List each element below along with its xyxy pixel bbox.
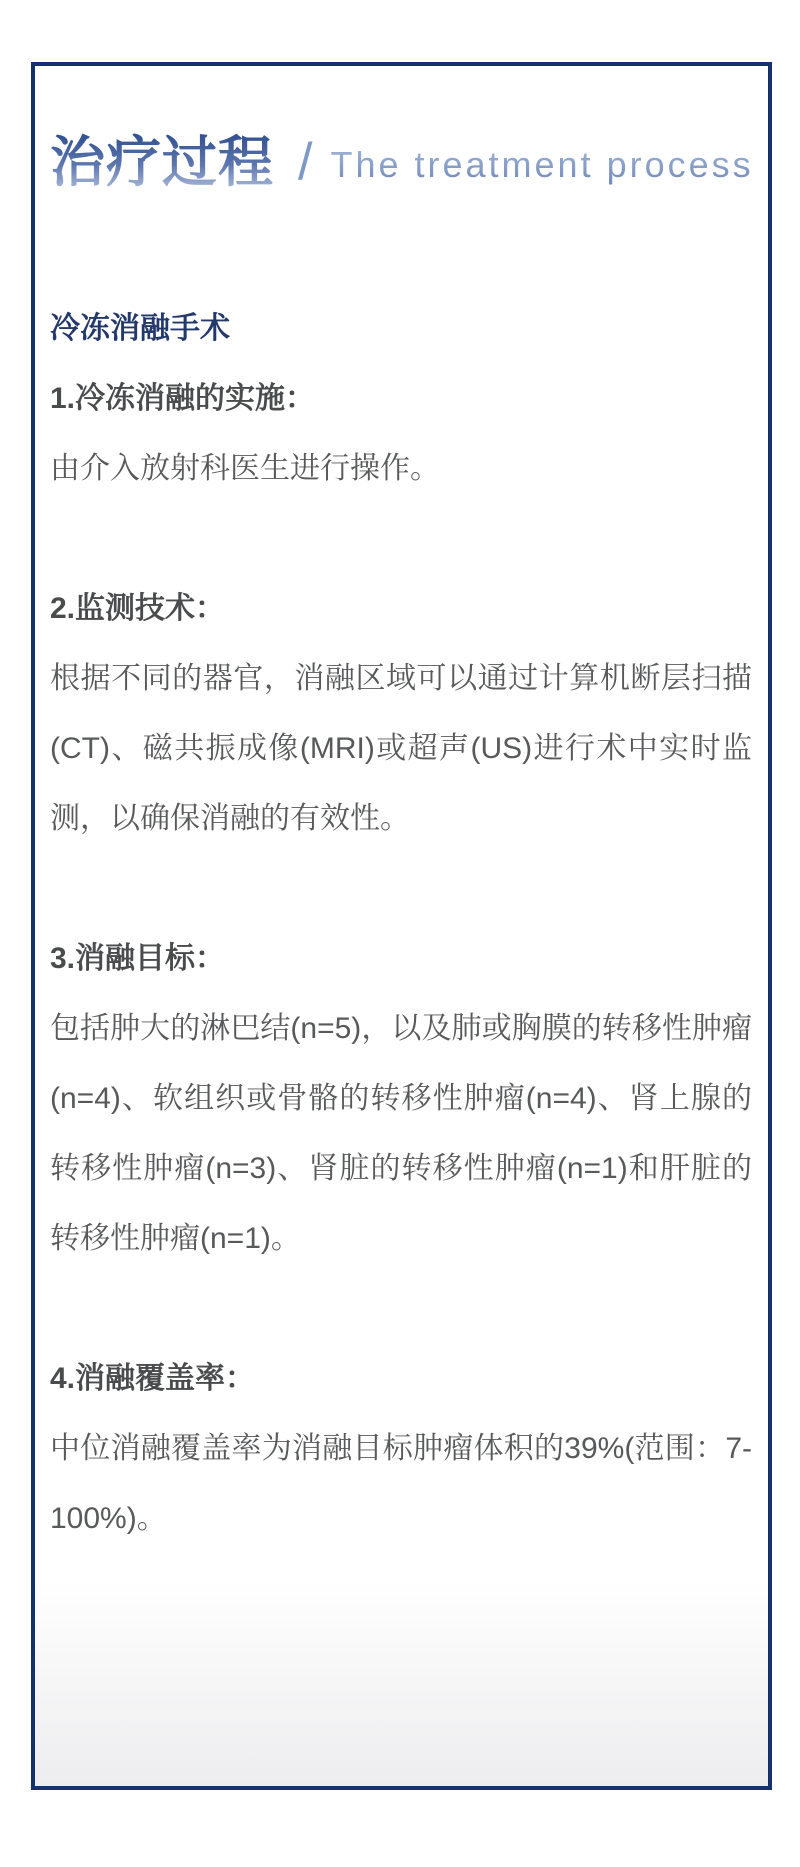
section-1-implementation (50, 364, 752, 504)
section-4-coverage-rate (50, 1344, 752, 1554)
section-2-heading: 2.监测技术： (50, 592, 226, 625)
section-2-body: 根据不同的器官，消融区域可以通过计算机断层扫描(CT)、磁共振成像(MRI)或超声(US)进行术中实时监测，以确保消融的有效性。 (50, 662, 752, 835)
section-1-heading: 1.冷冻消融的实施： (50, 382, 316, 415)
section-4-heading: 4.消融覆盖率： (50, 1362, 256, 1395)
section-1-body: 由介入放射科医生进行操作。 (50, 452, 440, 485)
content-frame (31, 62, 772, 1790)
section-3-heading: 3.消融目标： (50, 942, 226, 975)
article-body (50, 294, 752, 1554)
lead-heading-cryoablation-surgery: 冷冻消融手术 (50, 312, 230, 345)
section-2-monitoring (50, 574, 752, 854)
section-3-body: 包括肿大的淋巴结(n=5)，以及肺或胸膜的转移性肿瘤(n=4)、软组织或骨骼的转移性肿瘤(n=4)、肾上腺的转移性肿瘤(n=3)、肾脏的转移性肿瘤(n=1)和肝脏的转移性肿瘤(n=1)。 (50, 1012, 752, 1255)
section-3-ablation-targets (50, 924, 752, 1274)
page-title (50, 126, 752, 198)
section-4-body: 中位消融覆盖率为消融目标肿瘤体积的39%(范围：7-100%)。 (50, 1432, 752, 1535)
title-english: The treatment process (330, 139, 753, 185)
title-slash-separator: / (298, 133, 313, 191)
title-chinese: 治疗过程 (50, 130, 275, 193)
